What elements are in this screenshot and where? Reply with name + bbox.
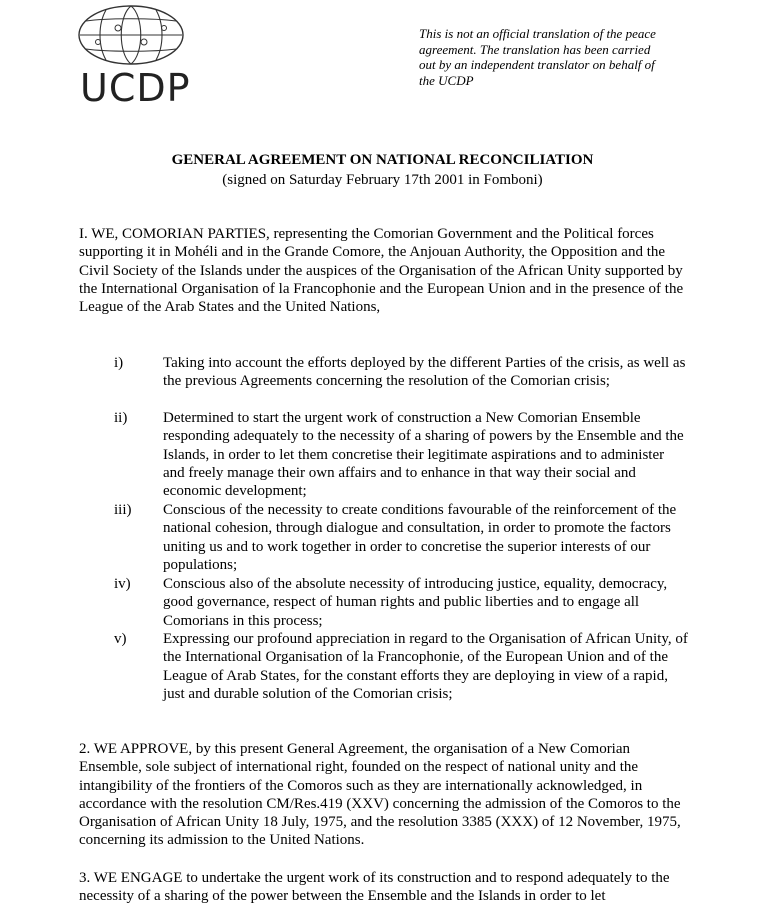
list-item-number: ii) <box>114 410 128 426</box>
logo-text: UCDP <box>80 66 191 110</box>
paragraph-3: 3. WE ENGAGE to undertake the urgent work of its construction and to respond adequately to the necessity of a sharing of the power between the Ensemble and the Islands in order to let <box>79 870 670 905</box>
list-item-number: i) <box>114 355 124 371</box>
document-subtitle: (signed on Saturday February 17th 2001 in Fomboni) <box>222 172 543 188</box>
globe-puzzle-icon <box>78 4 188 66</box>
list-item-text: Conscious of the necessity to create conditions favourable of the reinforcement of the national cohesion, through dialogue and consultation, in order to promote the factors uniting us and to work together in order to concretise the superior interests of our populations; <box>163 502 677 573</box>
list-item-text: Determined to start the urgent work of construction a New Comorian Ensemble responding adequately to the necessity of a sharing of powers by the Ensemble and the Islands, in order to let them concretise their legitimate aspirations and to administer and freely manage their own affairs and to enhance in that way their social and economic development; <box>163 410 684 500</box>
list-item-number: iv) <box>114 576 131 592</box>
list-item-text: Taking into account the efforts deployed by the different Parties of the crisis, as well as the previous Agreements concerning the resolution of the Comorian crisis; <box>163 355 686 390</box>
document-title: GENERAL AGREEMENT ON NATIONAL RECONCILIATION <box>171 152 594 168</box>
list-item-number: iii) <box>114 502 132 518</box>
paragraph-2: 2. WE APPROVE, by this present General Agreement, the organisation of a New Comorian Ensemble, sole subject of international right, founded on the respect of national unity and the intangibility of the frontiers of the Comoros such as they are internationally acknowledged, in accordance with the resolution CM/Res.419 (XXV) concerning the admission of the Comoros to the Organisation of African Unity 18 July, 1975, and the resolution 3385 (XXX) of 12 November, 1975, concerning its admission to the United Nations. <box>79 741 681 849</box>
list-item-text: Conscious also of the absolute necessity of introducing justice, equality, democracy, good governance, respect of human rights and public liberties and to engage all Comorians in this process; <box>163 576 668 629</box>
intro-paragraph: I. WE, COMORIAN PARTIES, representing the Comorian Government and the Political forces supporting it in Mohéli and in the Grande Comore, the Anjouan Authority, the Opposition and the Civil Society of the Islands under the auspices of the Organisation of the African Unity supported by the International Organisation of la Francophonie and the European Union and in the presence of the League of the Arab States and the United Nations, <box>79 226 684 316</box>
list-item-text: Expressing our profound appreciation in regard to the Organisation of African Unity, of the International Organisation of la Francophonie, of the European Union and of the League of Arab States, for the constant efforts they are deploying in view of a rapid, just and durable solution of the Comorian crisis; <box>163 631 688 702</box>
translation-disclaimer: This is not an official translation of the peace agreement. The translation has been carried out by an independent translator on behalf of the UCDP <box>419 26 656 88</box>
ucdp-logo <box>78 4 191 110</box>
list-item-number: v) <box>114 631 127 647</box>
